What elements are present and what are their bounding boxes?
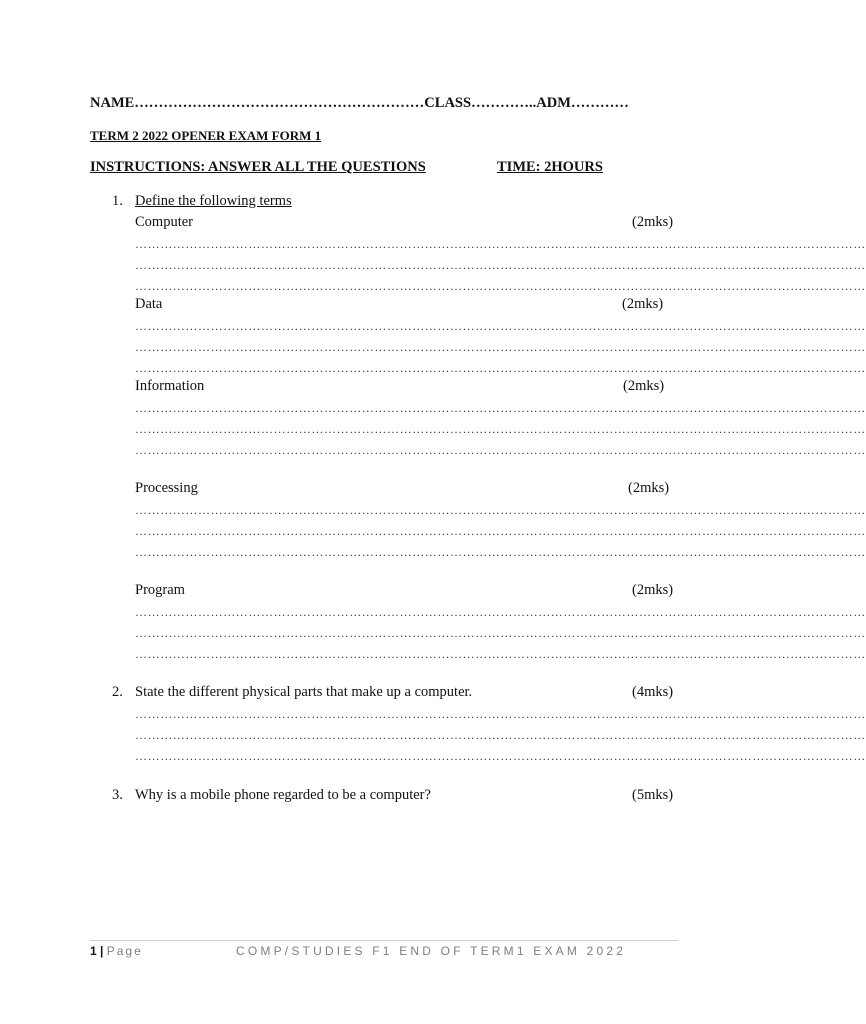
answer-line[interactable]: ………………………………………………………………………………………………………………………………………………………… bbox=[135, 707, 866, 721]
page-number: 1 bbox=[90, 944, 97, 958]
exam-time: TIME: 2HOURS bbox=[497, 159, 603, 175]
marks-question-3: (5mks) bbox=[632, 787, 674, 803]
answer-line[interactable]: ………………………………………………………………………………………………………………………………………………………… bbox=[135, 545, 866, 559]
question-text: Why is a mobile phone regarded to be a computer? bbox=[135, 787, 431, 803]
answer-line[interactable]: ………………………………………………………………………………………………………………………………………………………… bbox=[135, 361, 866, 375]
instructions: INSTRUCTIONS: ANSWER ALL THE QUESTIONS bbox=[90, 159, 426, 175]
question-number: 1. bbox=[112, 193, 123, 209]
answer-line[interactable]: ………………………………………………………………………………………………………………………………………………………… bbox=[135, 237, 866, 251]
marks-processing: (2mks) bbox=[628, 480, 670, 496]
marks-computer: (2mks) bbox=[632, 214, 674, 230]
footer-divider bbox=[90, 940, 678, 941]
answer-line[interactable]: ………………………………………………………………………………………………………………………………………………………… bbox=[135, 647, 866, 661]
marks-program: (2mks) bbox=[632, 582, 674, 598]
answer-line[interactable]: ………………………………………………………………………………………………………………………………………………………… bbox=[135, 258, 866, 272]
term-information: Information bbox=[135, 378, 205, 394]
answer-line[interactable]: ………………………………………………………………………………………………………………………………………………………… bbox=[135, 422, 866, 436]
footer-page-number bbox=[90, 943, 143, 959]
page-word: Page bbox=[106, 944, 143, 958]
marks-information: (2mks) bbox=[623, 378, 665, 394]
answer-line[interactable]: ………………………………………………………………………………………………………………………………………………………… bbox=[135, 340, 866, 354]
marks-question-2: (4mks) bbox=[632, 684, 674, 700]
question-text: State the different physical parts that make up a computer. bbox=[135, 684, 473, 700]
answer-line[interactable]: ………………………………………………………………………………………………………………………………………………………… bbox=[135, 749, 866, 763]
term-computer: Computer bbox=[135, 214, 193, 230]
answer-line[interactable]: ………………………………………………………………………………………………………………………………………………………… bbox=[135, 605, 866, 619]
footer-course-title: COMP/STUDIES F1 END OF TERM1 EXAM 2022 bbox=[236, 944, 627, 958]
answer-line[interactable]: ………………………………………………………………………………………………………………………………………………………… bbox=[135, 401, 866, 415]
answer-line[interactable]: ………………………………………………………………………………………………………………………………………………………… bbox=[135, 279, 866, 293]
term-processing: Processing bbox=[135, 480, 198, 496]
question-text: Define the following terms bbox=[135, 193, 292, 209]
question-number: 3. bbox=[112, 787, 123, 803]
question-number: 2. bbox=[112, 684, 123, 700]
answer-line[interactable]: ………………………………………………………………………………………………………………………………………………………… bbox=[135, 503, 866, 517]
answer-line[interactable]: ………………………………………………………………………………………………………………………………………………………… bbox=[135, 443, 866, 457]
exam-title: TERM 2 2022 OPENER EXAM FORM 1 bbox=[90, 128, 322, 143]
page-separator: | bbox=[100, 944, 104, 958]
term-data: Data bbox=[135, 296, 163, 312]
answer-line[interactable]: ………………………………………………………………………………………………………………………………………………………… bbox=[135, 524, 866, 538]
answer-line[interactable]: ………………………………………………………………………………………………………………………………………………………… bbox=[135, 626, 866, 640]
answer-line[interactable]: ………………………………………………………………………………………………………………………………………………………… bbox=[135, 319, 866, 333]
marks-data: (2mks) bbox=[622, 296, 664, 312]
student-details-line: NAME……………………………………………………CLASS…………..ADM………… bbox=[90, 95, 629, 111]
answer-line[interactable]: ………………………………………………………………………………………………………………………………………………………… bbox=[135, 728, 866, 742]
term-program: Program bbox=[135, 582, 185, 598]
